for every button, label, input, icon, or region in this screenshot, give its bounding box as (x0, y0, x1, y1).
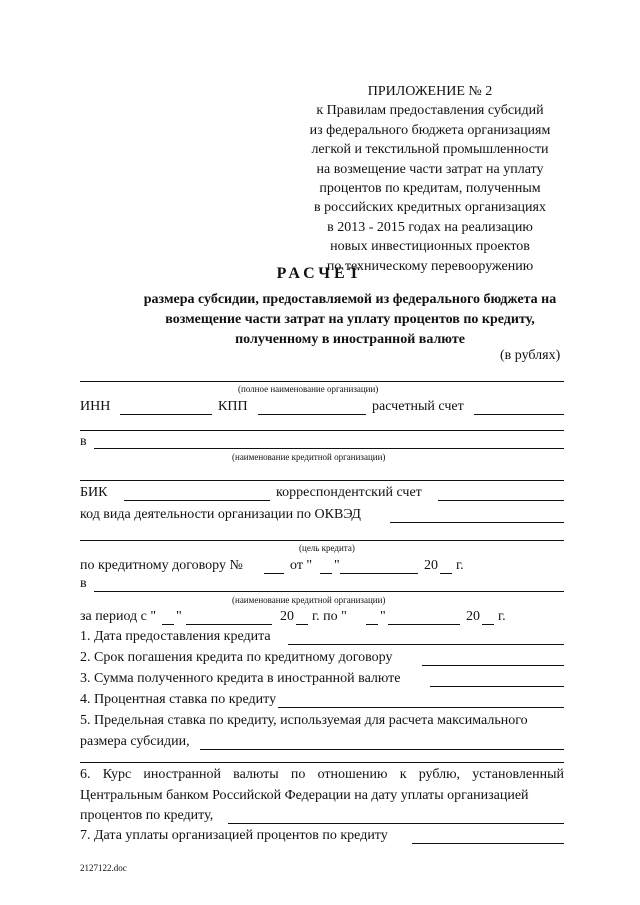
item-6-label-cont: Центральным банком Российской Федерации на дату уплаты организацией (80, 788, 529, 803)
in-label: в (80, 576, 87, 591)
period-to-month-field[interactable] (388, 624, 460, 625)
credit-purpose-field[interactable] (80, 540, 564, 541)
document-subtitle (60, 290, 640, 350)
contract-label: по кредитному договору № (80, 558, 243, 573)
subtitle-line: полученному в иностранной валюте (235, 332, 465, 347)
okved-label: код вида деятельности организации по ОКВЭД (80, 507, 361, 522)
blank-line (80, 480, 564, 481)
account-field[interactable] (474, 414, 564, 415)
item-5-field[interactable] (200, 749, 564, 750)
item-6-field[interactable] (228, 823, 564, 824)
appendix-line: новых инвестиционных проектов (330, 239, 530, 255)
period-from-label: за период с " (80, 609, 157, 624)
blank-line (80, 762, 564, 763)
org-name-caption: (полное наименование организации) (238, 384, 379, 394)
bank2-name-caption: (наименование кредитной организации) (232, 595, 386, 605)
footer-filename: 2127122.doc (80, 863, 127, 873)
period-from-day-field[interactable] (162, 624, 174, 625)
period-from-month-field[interactable] (186, 624, 272, 625)
appendix-line: ПРИЛОЖЕНИЕ № 2 (367, 84, 493, 99)
org-name-line (80, 381, 564, 382)
item-4-label: 4. Процентная ставка по кредиту (80, 692, 277, 707)
okved-field[interactable] (390, 522, 564, 523)
item-2-field[interactable] (422, 665, 564, 666)
item-5-label: 5. Предельная ставка по кредиту, используемая для расчета максимального (80, 713, 528, 728)
contract-month-field[interactable] (340, 573, 418, 574)
contract-from-label: от " (290, 558, 313, 573)
item-1-field[interactable] (288, 644, 564, 645)
subtitle-line: размера субсидии, предоставляемой из федерального бюджета на (143, 292, 557, 307)
contract-day-field[interactable] (320, 573, 332, 574)
appendix-line: процентов по кредитам, полученным (319, 181, 541, 197)
appendix-line: на возмещение части затрат на уплату (316, 161, 544, 177)
in-label: в (80, 434, 87, 449)
year-suffix: г. (498, 609, 506, 624)
year-prefix: 20 (280, 609, 294, 624)
bank-name-caption: (наименование кредитной организации) (232, 452, 386, 462)
corr-account-field[interactable] (438, 500, 564, 501)
credit-purpose-caption: (цель кредита) (299, 543, 355, 553)
appendix-line: в российских кредитных организациях (314, 200, 546, 216)
quote-mark: " (380, 609, 386, 624)
period-to-day-field[interactable] (366, 624, 378, 625)
bik-label: БИК (80, 485, 108, 500)
period-to-year-field[interactable] (482, 624, 494, 625)
quote-mark: " (176, 609, 182, 624)
appendix-line: к Правилам предоставления субсидий (316, 103, 544, 119)
document-title: РАСЧЕТ (276, 265, 364, 282)
contract-number-field[interactable] (264, 573, 284, 574)
inn-field[interactable] (120, 414, 212, 415)
appendix-line: из федерального бюджета организациям (309, 122, 551, 138)
year-prefix: 20 (466, 609, 480, 624)
item-2-label: 2. Срок погашения кредита по кредитному договору (80, 650, 393, 665)
item-3-field[interactable] (430, 686, 564, 687)
account-label: расчетный счет (372, 399, 464, 414)
item-7-field[interactable] (412, 843, 564, 844)
units-note: (в рублях) (500, 348, 561, 363)
quote-mark: " (334, 558, 340, 573)
blank-line (80, 430, 564, 431)
item-6-label: 6. Курс иностранной валюты по отношению к рублю, установленный (80, 767, 564, 782)
period-from-year-field[interactable] (296, 624, 308, 625)
corr-account-label: корреспондентский счет (276, 485, 422, 500)
item-4-field[interactable] (278, 707, 564, 708)
item-7-label: 7. Дата уплаты организацией процентов по кредиту (80, 828, 388, 843)
item-6-label-cont: процентов по кредиту, (80, 808, 214, 823)
item-5-label-cont: размера субсидии, (80, 734, 190, 749)
year-suffix: г. (456, 558, 464, 573)
bik-field[interactable] (124, 500, 270, 501)
appendix-block (290, 82, 570, 276)
appendix-line: легкой и текстильной промышленности (311, 142, 549, 158)
appendix-line: в 2013 - 2015 годах на реализацию (327, 219, 533, 235)
subtitle-line: возмещение части затрат на уплату процентов по кредиту, (165, 312, 535, 327)
inn-label: ИНН (80, 399, 111, 414)
bank-name-field[interactable] (94, 448, 564, 449)
item-1-label: 1. Дата предоставления кредита (80, 629, 271, 644)
period-to-label: г. по " (312, 609, 347, 624)
appendix-line: по техническому перевооружению (326, 258, 534, 274)
kpp-field[interactable] (258, 414, 366, 415)
kpp-label: КПП (218, 399, 248, 414)
bank2-name-field[interactable] (94, 591, 564, 592)
item-3-label: 3. Сумма полученного кредита в иностранной валюте (80, 671, 401, 686)
year-prefix: 20 (424, 558, 438, 573)
contract-year-field[interactable] (440, 573, 452, 574)
